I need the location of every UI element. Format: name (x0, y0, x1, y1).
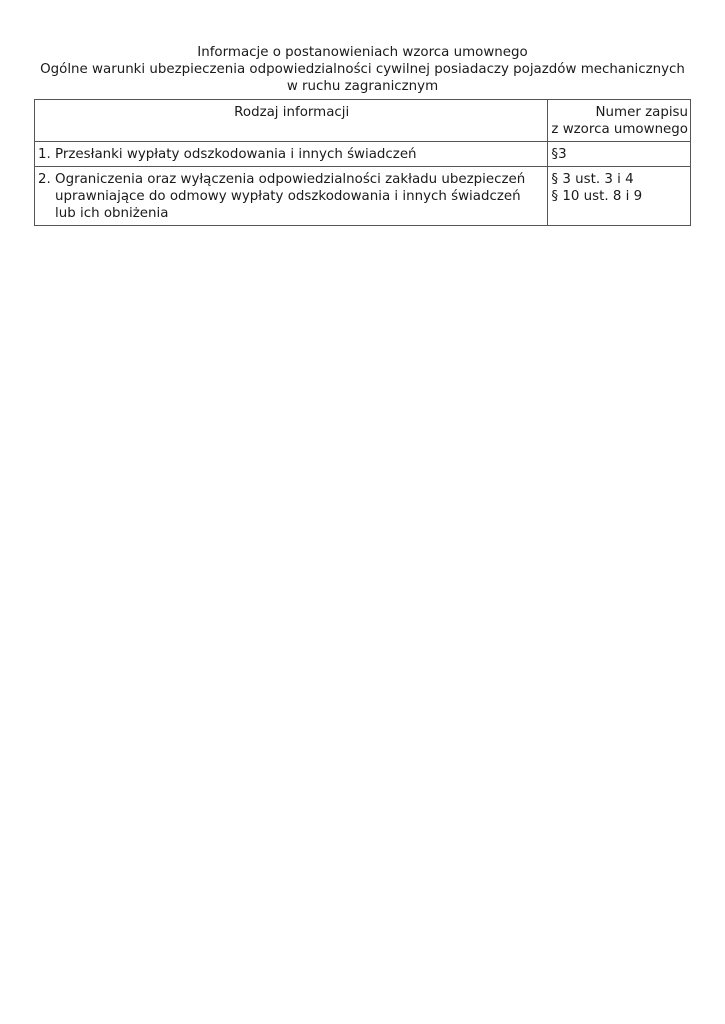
row-1-reference-cell (548, 142, 691, 167)
information-table (34, 99, 691, 226)
document-heading (0, 44, 725, 95)
row-2-reference-cell (548, 167, 691, 226)
row-2-type-cell (35, 167, 548, 226)
row-1-reference-line-1: §3 (551, 147, 567, 162)
column-header-type: Rodzaj informacji (35, 100, 548, 142)
column-header-number-line-2: z wzorca umownego (551, 122, 688, 137)
heading-line-1: Informacje o postanowieniach wzorca umownego (197, 45, 528, 60)
row-1-text-line-1: Przesłanki wypłaty odszkodowania i innych świadczeń (55, 147, 417, 162)
row-2-reference-line-1: § 3 ust. 3 i 4 (551, 172, 634, 187)
row-2-text-line-2: uprawniające do odmowy wypłaty odszkodowania i innych świadczeń (55, 189, 521, 204)
column-header-number-line-1: Numer zapisu (595, 105, 688, 120)
row-2-number: 2. (38, 172, 51, 187)
table-header-row (35, 100, 691, 142)
row-1-number: 1. (38, 147, 51, 162)
row-2-text-line-3: lub ich obniżenia (55, 206, 169, 221)
table-row (35, 142, 691, 167)
table-row (35, 167, 691, 226)
column-header-number (548, 100, 691, 142)
row-1-type-cell (35, 142, 548, 167)
heading-line-2: Ogólne warunki ubezpieczenia odpowiedzialności cywilnej posiadaczy pojazdów mechanicznych (40, 62, 685, 77)
row-2-reference-line-2: § 10 ust. 8 i 9 (551, 189, 643, 204)
row-2-text-line-1: Ograniczenia oraz wyłączenia odpowiedzialności zakładu ubezpieczeń (55, 172, 526, 187)
heading-line-3: w ruchu zagranicznym (286, 79, 439, 94)
